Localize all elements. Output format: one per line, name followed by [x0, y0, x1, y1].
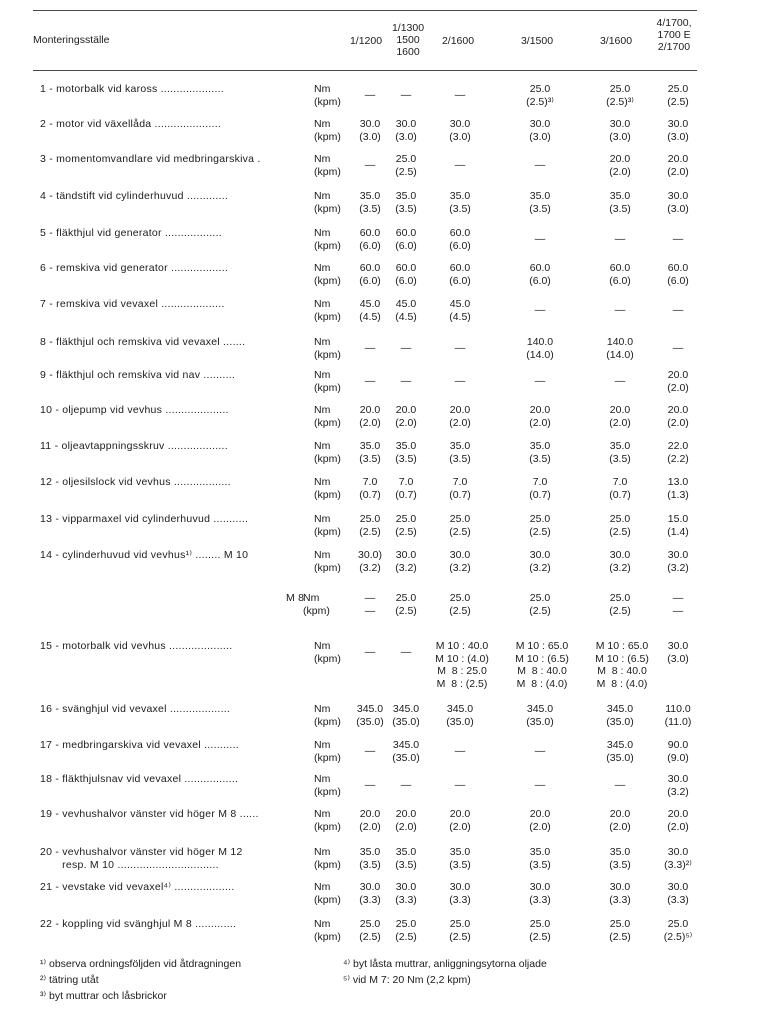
torque-value: 7.0 (0.7) [395, 476, 417, 501]
torque-value: 35.0 (3.5) [529, 846, 551, 871]
torque-value: 25.0 (2.5) [449, 592, 471, 617]
row-label: 22 - koppling vid svänghjul M 8 ............. [40, 918, 237, 930]
torque-value: 60.0 (6.0) [529, 262, 551, 287]
torque-value: 25.0 (2.5) [609, 592, 631, 617]
torque-value: — [454, 159, 466, 171]
torque-value: 22.0 (2.2) [667, 440, 689, 465]
row-unit: Nm (kpm) [314, 549, 341, 574]
torque-value: — — [672, 592, 684, 617]
torque-value: 35.0 (3.5) [449, 190, 471, 215]
row-unit: Nm (kpm) [314, 83, 341, 108]
torque-value: 60.0 (6.0) [667, 262, 689, 287]
torque-value: — [614, 779, 626, 791]
torque-value: 25.0 (2.5) [395, 513, 417, 538]
torque-value: 30.0 (3.2) [667, 773, 689, 798]
torque-value: 30.0 (3.0) [667, 118, 689, 143]
row-unit: Nm (kpm) [314, 846, 341, 871]
row-label: 9 - fläkthjul och remskiva vid nav .......... [40, 369, 236, 381]
row-label: 18 - fläkthjulsnav vid vevaxel ................. [40, 773, 239, 785]
torque-value: 25.0 (2.5) [359, 513, 381, 538]
torque-value: 345.0 (35.0) [356, 703, 384, 728]
torque-value: 140.0 (14.0) [526, 336, 554, 361]
header-model-column: 2/1600 [441, 35, 475, 47]
torque-value: 30.0 (3.3)²⁾ [664, 846, 692, 871]
row-unit: Nm (kpm) [314, 703, 341, 728]
torque-value: — — [364, 592, 376, 617]
torque-value: 345.0 (35.0) [606, 739, 634, 764]
torque-value: 25.0 (2.5)³⁾ [606, 83, 634, 108]
torque-value: 25.0 (2.5) [667, 83, 689, 108]
torque-value: 30.0) (3.2) [358, 549, 382, 574]
torque-value: 30.0 (3.0) [395, 118, 417, 143]
row-unit: Nm (kpm) [314, 773, 341, 798]
torque-value: 345.0 (35.0) [392, 739, 420, 764]
torque-value: 60.0 (6.0) [395, 227, 417, 252]
row-label: 19 - vevhushalvor vänster vid höger M 8 ...... [40, 808, 259, 820]
footnote-4: ⁴⁾ byt låsta muttrar, anliggningsytorna oljade [343, 958, 547, 970]
torque-value: — [534, 375, 546, 387]
torque-value: — [400, 375, 412, 387]
footnote-2: ²⁾ tätring utåt [40, 974, 99, 986]
torque-value: 25.0 (2.5) [529, 513, 551, 538]
row-label: 20 - vevhushalvor vänster vid höger M 12 resp. M 10 ................................ [40, 846, 243, 871]
torque-value: 20.0 (2.0) [529, 808, 551, 833]
torque-value: — [534, 745, 546, 757]
torque-value: 45.0 (4.5) [359, 298, 381, 323]
torque-value: — [454, 375, 466, 387]
torque-value: 25.0 (2.5) [395, 592, 417, 617]
torque-value: 20.0 (2.0) [529, 404, 551, 429]
torque-value: — [364, 89, 376, 101]
torque-value: — [534, 233, 546, 245]
row-unit: Nm (kpm) [314, 404, 341, 429]
torque-value: — [614, 375, 626, 387]
row-unit: Nm (kpm) [314, 336, 341, 361]
torque-value: 60.0 (6.0) [449, 262, 471, 287]
row-label: 10 - oljepump vid vevhus .................... [40, 404, 229, 416]
torque-value: M 10 : 65.0 M 10 : (6.5) M 8 : 40.0 M 8 : (4.0) [595, 640, 649, 690]
torque-value: 20.0 (2.0) [667, 153, 689, 178]
torque-value: 25.0 (2.5) [529, 918, 551, 943]
header-rule [33, 70, 697, 71]
torque-value: 20.0 (2.0) [609, 404, 631, 429]
torque-value: — [614, 233, 626, 245]
row-label: 15 - motorbalk vid vevhus .................... [40, 640, 233, 652]
torque-value: 20.0 (2.0) [667, 369, 689, 394]
row-unit: Nm (kpm) [314, 881, 341, 906]
torque-value: — [400, 342, 412, 354]
torque-value: 25.0 (2.5) [449, 918, 471, 943]
torque-value: 25.0 (2.5) [449, 513, 471, 538]
torque-value: 35.0 (3.5) [395, 440, 417, 465]
torque-value: 20.0 (2.0) [449, 808, 471, 833]
torque-value: 35.0 (3.5) [359, 440, 381, 465]
torque-value: 35.0 (3.5) [609, 846, 631, 871]
torque-value: 13.0 (1.3) [667, 476, 689, 501]
torque-value: 35.0 (3.5) [449, 440, 471, 465]
torque-value: — [364, 159, 376, 171]
torque-value: 20.0 (2.0) [609, 808, 631, 833]
torque-value: 35.0 (3.5) [609, 190, 631, 215]
row-label: 14 - cylinderhuvud vid vevhus¹⁾ ........ M 10 [40, 549, 249, 561]
torque-value: 30.0 (3.0) [609, 118, 631, 143]
torque-value: — [454, 779, 466, 791]
row-label: 12 - oljesilslock vid vevhus .................. [40, 476, 231, 488]
row-label: 17 - medbringarskiva vid vevaxel ........... [40, 739, 239, 751]
row-label: 13 - vipparmaxel vid cylinderhuvud ........... [40, 513, 249, 525]
row-unit: Nm (kpm) [314, 808, 341, 833]
torque-value: 25.0 (2.5) [359, 918, 381, 943]
torque-value: 20.0 (2.0) [667, 808, 689, 833]
torque-value: M 10 : 40.0 M 10 : (4.0) M 8 : 25.0 M 8 : (2.5) [435, 640, 489, 690]
torque-value: 20.0 (2.0) [359, 404, 381, 429]
header-model-column: 3/1600 [599, 35, 633, 47]
row-unit: Nm (kpm) [314, 640, 341, 665]
torque-value: 25.0 (2.5) [609, 513, 631, 538]
torque-value: 30.0 (3.0) [529, 118, 551, 143]
row-label: 6 - remskiva vid generator .................. [40, 262, 229, 274]
torque-value: 20.0 (2.0) [449, 404, 471, 429]
footnote-1: ¹⁾ observa ordningsföljden vid åtdragningen [40, 958, 242, 970]
torque-value: 20.0 (2.0) [395, 404, 417, 429]
footnote-3: ³⁾ byt muttrar och låsbrickor [40, 990, 167, 1002]
torque-value: 7.0 (0.7) [449, 476, 471, 501]
torque-value: 20.0 (2.0) [667, 404, 689, 429]
row-unit: Nm (kpm) [314, 918, 341, 943]
torque-value: 30.0 (3.3) [609, 881, 631, 906]
torque-value: 30.0 (3.2) [449, 549, 471, 574]
torque-value: — [364, 646, 376, 658]
row-unit: Nm (kpm) [314, 440, 341, 465]
torque-value: 60.0 (6.0) [359, 227, 381, 252]
torque-value: — [364, 342, 376, 354]
torque-value: 25.0 (2.5)³⁾ [526, 83, 554, 108]
torque-value: 30.0 (3.3) [667, 881, 689, 906]
row-unit: Nm (kpm) [314, 298, 341, 323]
torque-value: 30.0 (3.2) [609, 549, 631, 574]
header-model-column: 4/1700, 1700 E 2/1700 [656, 17, 692, 53]
header-mounting-location: Monteringsställe [33, 34, 110, 46]
torque-value: 7.0 (0.7) [359, 476, 381, 501]
torque-value: 20.0 (2.0) [609, 153, 631, 178]
torque-value: 30.0 (3.2) [667, 549, 689, 574]
row-unit: Nm (kpm) [303, 592, 330, 617]
row-label: M 8 [286, 592, 305, 604]
torque-value: 25.0 (2.5) [609, 918, 631, 943]
torque-value: 60.0 (6.0) [395, 262, 417, 287]
torque-value: 30.0 (3.3) [359, 881, 381, 906]
torque-value: 35.0 (3.5) [529, 440, 551, 465]
torque-value: 7.0 (0.7) [529, 476, 551, 501]
torque-value: — [534, 159, 546, 171]
torque-value: M 10 : 65.0 M 10 : (6.5) M 8 : 40.0 M 8 : (4.0) [515, 640, 569, 690]
torque-value: 30.0 (3.0) [667, 640, 689, 665]
torque-value: 25.0 (2.5) [395, 153, 417, 178]
torque-value: 30.0 (3.0) [359, 118, 381, 143]
row-label: 3 - momentomvandlare vid medbringarskiva . [40, 153, 261, 165]
torque-value: 30.0 (3.3) [449, 881, 471, 906]
torque-value: 110.0 (11.0) [664, 703, 692, 728]
row-label: 2 - motor vid växellåda ..................... [40, 118, 222, 130]
torque-value: 345.0 (35.0) [446, 703, 474, 728]
torque-value: 35.0 (3.5) [395, 846, 417, 871]
torque-value: 345.0 (35.0) [392, 703, 420, 728]
row-label: 8 - fläkthjul och remskiva vid vevaxel ....... [40, 336, 246, 348]
row-label: 5 - fläkthjul vid generator .................. [40, 227, 222, 239]
torque-value: — [364, 745, 376, 757]
row-label: 1 - motorbalk vid kaross .................... [40, 83, 224, 95]
row-unit: Nm (kpm) [314, 227, 341, 252]
header-model-column: 1/1300 1500 1600 [391, 22, 425, 58]
torque-value: 30.0 (3.3) [529, 881, 551, 906]
torque-value: — [364, 779, 376, 791]
header-model-column: 1/1200 [349, 35, 383, 47]
torque-value: — [672, 233, 684, 245]
torque-value: 45.0 (4.5) [395, 298, 417, 323]
row-unit: Nm (kpm) [314, 118, 341, 143]
torque-value: 25.0 (2.5) [529, 592, 551, 617]
torque-value: 20.0 (2.0) [395, 808, 417, 833]
torque-value: — [454, 745, 466, 757]
torque-value: — [364, 375, 376, 387]
row-label: 7 - remskiva vid vevaxel .................... [40, 298, 225, 310]
footnote-5: ⁵⁾ vid M 7: 20 Nm (2,2 kpm) [343, 974, 471, 986]
torque-value: 35.0 (3.5) [359, 846, 381, 871]
torque-value: — [400, 646, 412, 658]
top-rule [33, 10, 697, 11]
row-unit: Nm (kpm) [314, 739, 341, 764]
row-unit: Nm (kpm) [314, 262, 341, 287]
torque-value: — [672, 304, 684, 316]
torque-value: 30.0 (3.2) [395, 549, 417, 574]
torque-value: — [400, 779, 412, 791]
torque-value: 35.0 (3.5) [529, 190, 551, 215]
torque-value: 30.0 (3.0) [667, 190, 689, 215]
torque-value: — [534, 779, 546, 791]
row-label: 11 - oljeavtappningsskruv ................... [40, 440, 228, 452]
torque-value: 35.0 (3.5) [609, 440, 631, 465]
row-unit: Nm (kpm) [314, 369, 341, 394]
row-label: 21 - vevstake vid vevaxel⁴⁾ ................... [40, 881, 235, 893]
torque-value: 60.0 (6.0) [449, 227, 471, 252]
torque-value: 45.0 (4.5) [449, 298, 471, 323]
torque-value: — [672, 342, 684, 354]
torque-value: 60.0 (6.0) [359, 262, 381, 287]
torque-value: 60.0 (6.0) [609, 262, 631, 287]
torque-value: 15.0 (1.4) [667, 513, 689, 538]
row-unit: Nm (kpm) [314, 190, 341, 215]
torque-value: 140.0 (14.0) [606, 336, 634, 361]
torque-value: 25.0 (2.5) [395, 918, 417, 943]
torque-value: 30.0 (3.3) [395, 881, 417, 906]
torque-value: 30.0 (3.2) [529, 549, 551, 574]
torque-value: — [400, 89, 412, 101]
torque-value: — [614, 304, 626, 316]
row-unit: Nm (kpm) [314, 153, 341, 178]
row-unit: Nm (kpm) [314, 513, 341, 538]
row-label: 16 - svänghjul vid vevaxel ................... [40, 703, 231, 715]
header-model-column: 3/1500 [520, 35, 554, 47]
torque-value: 25.0 (2.5)⁵⁾ [663, 918, 693, 943]
row-label: 4 - tändstift vid cylinderhuvud ............. [40, 190, 229, 202]
torque-value: 35.0 (3.5) [449, 846, 471, 871]
row-unit: Nm (kpm) [314, 476, 341, 501]
torque-value: 35.0 (3.5) [395, 190, 417, 215]
torque-value: 35.0 (3.5) [359, 190, 381, 215]
torque-value: 7.0 (0.7) [609, 476, 631, 501]
torque-value: 30.0 (3.0) [449, 118, 471, 143]
torque-value: — [534, 304, 546, 316]
torque-value: — [454, 89, 466, 101]
torque-value: — [454, 342, 466, 354]
torque-value: 345.0 (35.0) [606, 703, 634, 728]
torque-value: 90.0 (9.0) [667, 739, 689, 764]
torque-value: 345.0 (35.0) [526, 703, 554, 728]
torque-value: 20.0 (2.0) [359, 808, 381, 833]
